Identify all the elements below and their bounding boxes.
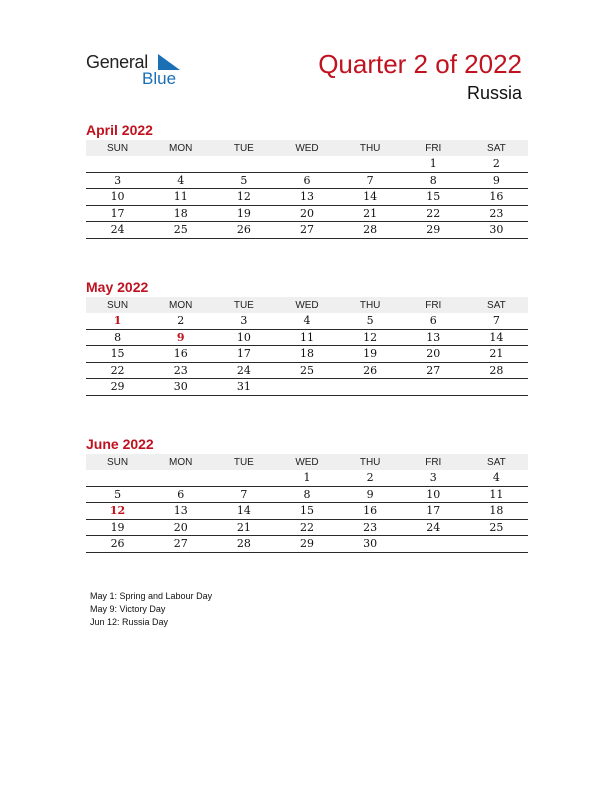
month-title: April 2022: [86, 122, 153, 138]
day-cell: 11: [299, 330, 314, 344]
day-cell: 19: [236, 206, 251, 220]
day-cell: 22: [299, 520, 314, 534]
day-cell: 27: [426, 363, 441, 377]
weekday-label: MON: [169, 142, 193, 154]
day-cell: 28: [236, 537, 251, 551]
week-row: [86, 313, 528, 330]
day-cell: 6: [429, 314, 437, 328]
day-cell: 18: [299, 347, 314, 361]
day-cell: 30: [489, 223, 504, 237]
day-cell: 14: [236, 504, 251, 518]
day-cell: 3: [429, 471, 437, 485]
week-row: [86, 173, 528, 190]
day-cell: 17: [236, 347, 251, 361]
day-cell: 2: [177, 314, 185, 328]
day-cell: 28: [489, 363, 504, 377]
day-cell: 9: [366, 487, 374, 501]
day-cell: 25: [173, 223, 188, 237]
generalblue-logo: [86, 52, 196, 92]
day-cell: 23: [173, 363, 188, 377]
day-cell: 8: [114, 330, 122, 344]
day-cell: 2: [492, 157, 500, 171]
day-cell: 11: [489, 487, 504, 501]
day-cell: 3: [240, 314, 248, 328]
week-row: [86, 536, 528, 553]
day-cell: 28: [363, 223, 378, 237]
weekday-label: WED: [295, 142, 319, 154]
logo-text-blue: Blue: [142, 69, 177, 88]
day-cell: 14: [489, 330, 504, 344]
weekday-label: SUN: [107, 142, 129, 154]
month-block-june: [86, 435, 528, 553]
day-cell: 17: [110, 206, 125, 220]
day-cell: 24: [236, 363, 251, 377]
day-cell: 24: [110, 223, 125, 237]
logo-flag-icon: [156, 54, 180, 70]
day-cell: 6: [177, 487, 185, 501]
day-cell: 20: [299, 206, 314, 220]
weekday-header-row: [86, 140, 528, 156]
weekday-label: TUE: [233, 299, 254, 311]
day-cell: 5: [366, 314, 374, 328]
weekday-label: SAT: [487, 456, 506, 468]
day-cell: 16: [173, 347, 188, 361]
day-cell: 17: [426, 504, 441, 518]
day-cell: 15: [110, 347, 125, 361]
logo-text-general: General: [86, 52, 148, 72]
day-cell: 1: [303, 471, 311, 485]
month-title: May 2022: [86, 279, 149, 295]
weekday-label: THU: [359, 142, 381, 154]
week-row: [86, 222, 528, 239]
day-cell: 4: [177, 173, 185, 187]
weekday-label: SUN: [107, 456, 129, 468]
day-cell: 6: [303, 173, 311, 187]
day-cell: 21: [489, 347, 504, 361]
day-cell: 15: [426, 190, 441, 204]
day-cell: 14: [363, 190, 378, 204]
day-cell: 5: [240, 173, 248, 187]
day-cell: 7: [240, 487, 248, 501]
week-row: [86, 487, 528, 504]
week-row: [86, 189, 528, 206]
day-cell: 22: [426, 206, 441, 220]
day-cell: 20: [426, 347, 441, 361]
day-cell: 1: [113, 314, 122, 328]
day-cell: 27: [299, 223, 314, 237]
day-cell: 4: [303, 314, 311, 328]
day-cell: 29: [426, 223, 441, 237]
day-cell: 30: [173, 380, 188, 394]
month-block-april: [86, 121, 528, 239]
day-cell: 8: [303, 487, 311, 501]
weekday-label: FRI: [425, 142, 442, 154]
day-cell: 25: [299, 363, 314, 377]
week-row: [86, 156, 528, 173]
day-cell: 5: [114, 487, 122, 501]
week-row: [86, 470, 528, 487]
holiday-note: Jun 12: Russia Day: [90, 617, 169, 627]
day-cell: 25: [489, 520, 504, 534]
weekday-label: TUE: [233, 456, 254, 468]
month-block-may: [86, 278, 528, 396]
holiday-note: May 9: Victory Day: [90, 604, 166, 614]
day-cell: 31: [236, 380, 251, 394]
weekday-label: TUE: [233, 142, 254, 154]
week-row: [86, 520, 528, 537]
weekday-label: MON: [169, 299, 193, 311]
day-cell: 23: [489, 206, 504, 220]
day-cell: 18: [489, 504, 504, 518]
day-cell: 13: [299, 190, 314, 204]
day-cell: 20: [173, 520, 188, 534]
weekday-label: FRI: [425, 456, 442, 468]
day-cell: 22: [110, 363, 125, 377]
day-cell: 12: [236, 190, 251, 204]
day-cell: 7: [366, 173, 374, 187]
day-cell: 12: [363, 330, 378, 344]
day-cell: 13: [426, 330, 441, 344]
day-cell: 26: [363, 363, 378, 377]
week-row: [86, 206, 528, 223]
week-row: [86, 503, 528, 520]
weekday-label: SUN: [107, 299, 129, 311]
day-cell: 3: [114, 173, 122, 187]
week-row: [86, 379, 528, 396]
day-cell: 16: [489, 190, 504, 204]
page-title: Quarter 2 of 2022: [318, 49, 522, 79]
weekday-header-row: [86, 297, 528, 313]
day-cell: 24: [426, 520, 441, 534]
holiday-notes: [90, 590, 212, 629]
weekday-label: MON: [169, 456, 193, 468]
day-cell: 4: [492, 471, 500, 485]
day-cell: 30: [363, 537, 378, 551]
weekday-label: WED: [295, 456, 319, 468]
day-cell: 26: [110, 537, 125, 551]
day-cell: 26: [236, 223, 251, 237]
weekday-label: WED: [295, 299, 319, 311]
day-cell: 19: [363, 347, 378, 361]
week-row: [86, 363, 528, 380]
week-row: [86, 346, 528, 363]
day-cell: 9: [176, 330, 185, 344]
day-cell: 8: [429, 173, 437, 187]
day-cell: 27: [173, 537, 188, 551]
week-row: [86, 330, 528, 347]
weekday-label: FRI: [425, 299, 442, 311]
country-name: Russia: [466, 83, 522, 103]
day-cell: 13: [173, 504, 188, 518]
day-cell: 11: [173, 190, 188, 204]
weekday-label: SAT: [487, 299, 506, 311]
day-cell: 2: [366, 471, 374, 485]
weekday-label: THU: [359, 299, 381, 311]
holiday-note: May 1: Spring and Labour Day: [90, 591, 213, 601]
weekday-label: SAT: [487, 142, 506, 154]
day-cell: 7: [492, 314, 500, 328]
day-cell: 23: [363, 520, 378, 534]
day-cell: 29: [299, 537, 314, 551]
day-cell: 19: [110, 520, 125, 534]
day-cell: 10: [236, 330, 251, 344]
day-cell: 10: [426, 487, 441, 501]
day-cell: 29: [110, 380, 125, 394]
day-cell: 1: [429, 157, 437, 171]
day-cell: 18: [173, 206, 188, 220]
day-cell: 15: [299, 504, 314, 518]
day-cell: 9: [492, 173, 500, 187]
weekday-header-row: [86, 454, 528, 470]
weekday-label: THU: [359, 456, 381, 468]
day-cell: 10: [110, 190, 125, 204]
day-cell: 12: [109, 504, 126, 518]
month-title: June 2022: [86, 436, 154, 452]
day-cell: 21: [236, 520, 251, 534]
day-cell: 21: [363, 206, 378, 220]
day-cell: 16: [363, 504, 378, 518]
